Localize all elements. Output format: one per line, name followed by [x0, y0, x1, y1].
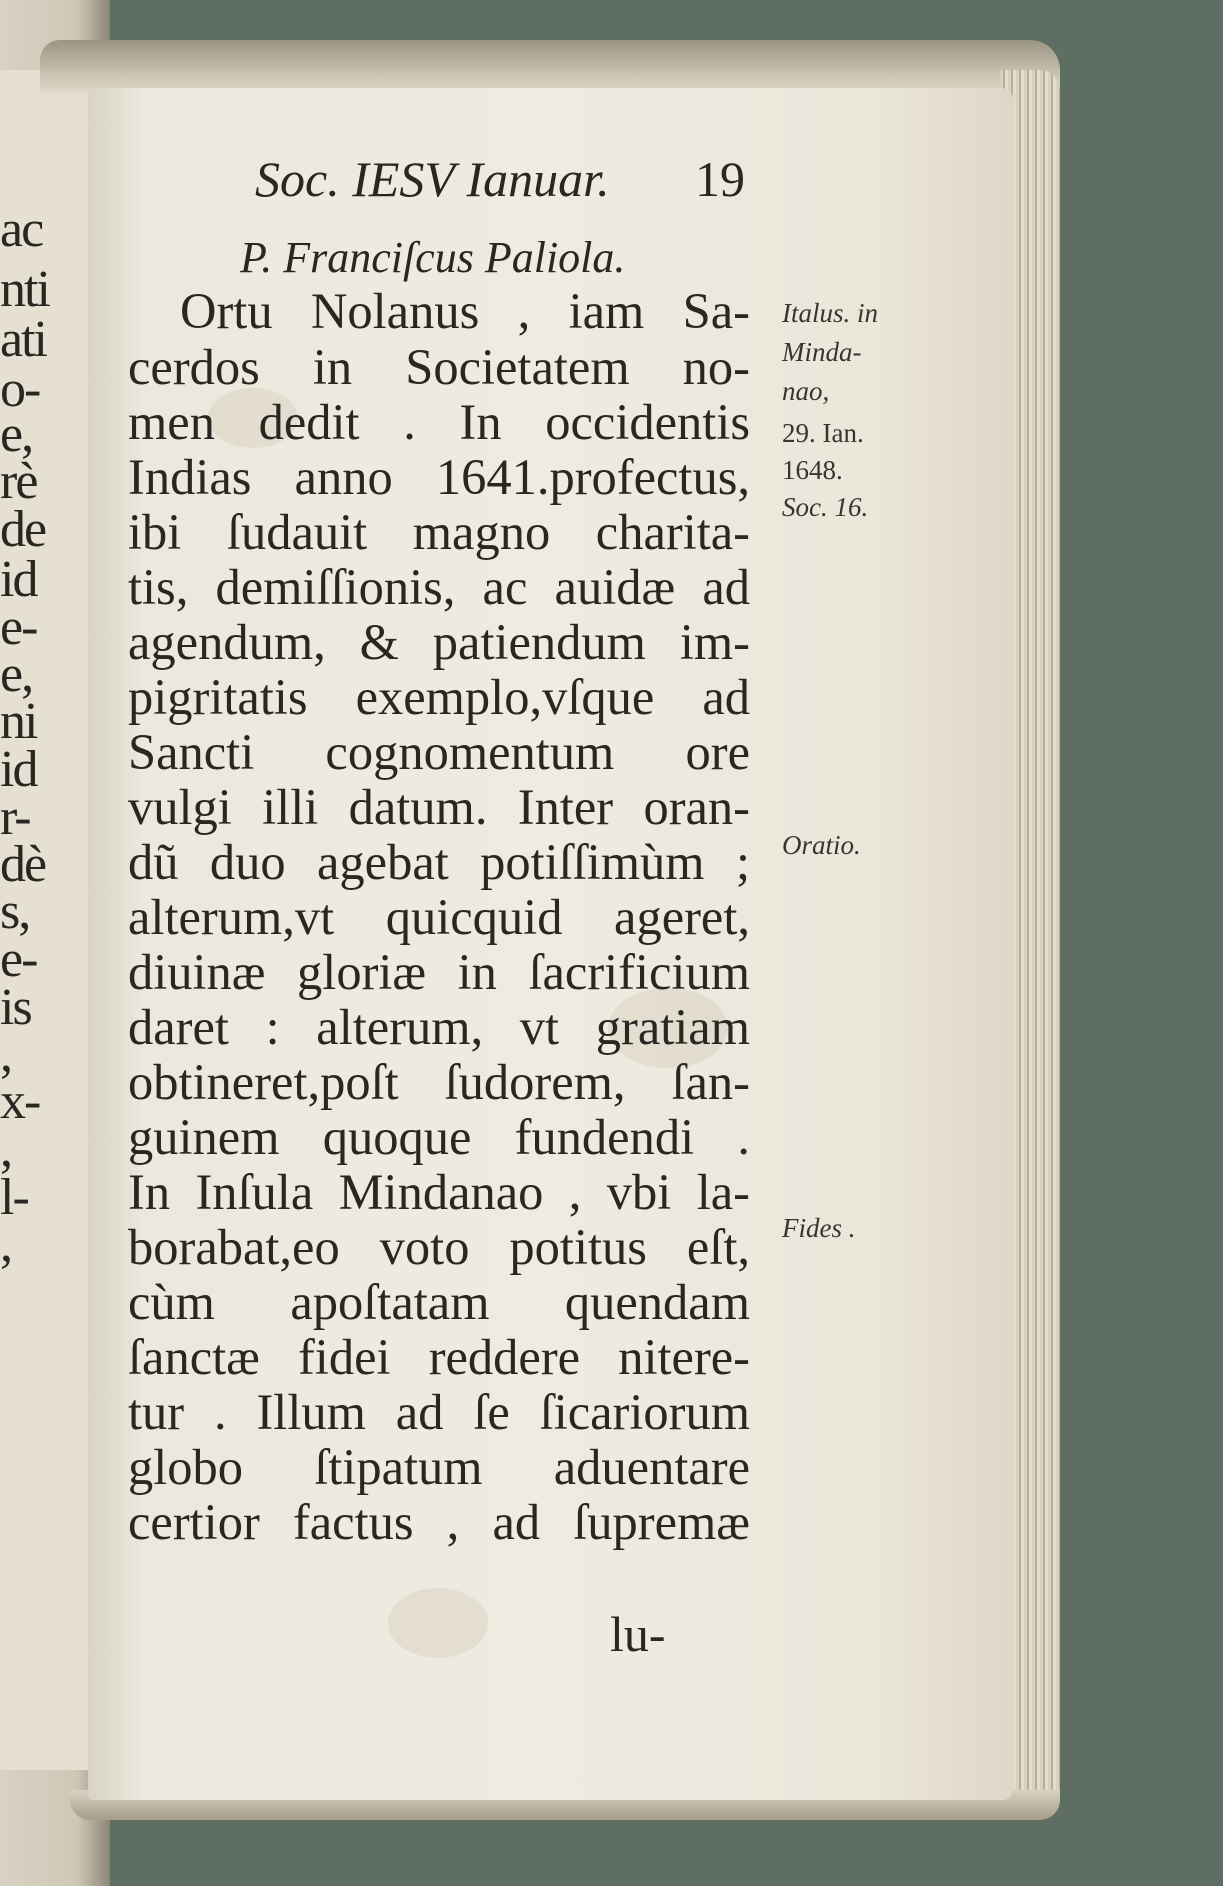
margin-note-line: 29. Ian.	[782, 418, 864, 448]
text-line: obtineret,poſt ſudorem, ſan-	[128, 1054, 750, 1110]
page-number: 19	[695, 151, 745, 207]
book-top-edge	[40, 40, 1060, 95]
margin-note-line: nao,	[782, 376, 830, 406]
left-fragment: rè	[0, 453, 37, 510]
text-line: Indias anno 1641.profectus,	[128, 449, 750, 505]
catchword: lu-	[610, 1606, 666, 1662]
left-fragment: id	[0, 741, 37, 798]
foxing-spot	[388, 1588, 488, 1658]
left-fragment: dè	[0, 836, 46, 893]
text-line: guinem quoque fundendi .	[128, 1109, 750, 1165]
entry-title: P. Franciſcus Paliola.	[240, 233, 626, 282]
running-header	[255, 150, 745, 208]
text-line: In Inſula Mindanao , vbi la-	[128, 1164, 750, 1220]
left-fragment: ac	[0, 201, 43, 258]
left-fragment: nti	[0, 261, 49, 318]
margin-note-line: Italus. in	[782, 298, 879, 328]
left-page-edge	[0, 70, 95, 1770]
text-line: Ortu Nolanus , iam Sa-	[180, 283, 750, 339]
left-fragment: e,	[0, 406, 33, 463]
left-fragment: ,	[0, 1026, 11, 1083]
left-fragment: ati	[0, 311, 46, 368]
left-fragment: de	[0, 501, 46, 558]
text-line: daret : alterum, vt gratiam	[128, 999, 750, 1055]
margin-note-2: Oratio.	[782, 830, 861, 860]
margin-note-line: Soc. 16.	[782, 492, 869, 522]
left-fragment: x-	[0, 1073, 40, 1130]
text-line: tis, demiſſionis, ac auidæ ad	[128, 559, 750, 615]
text-line: diuinæ gloriæ in ſacrificium	[128, 944, 750, 1000]
text-line: alterum,vt quicquid ageret,	[128, 889, 750, 945]
margin-note-line: Minda-	[782, 337, 862, 367]
left-fragment: l-	[0, 1169, 28, 1226]
margin-note-line: 1648.	[782, 455, 843, 485]
text-line: men dedit . In occidentis	[128, 394, 750, 450]
text-line: ſanctæ fidei reddere nitere-	[128, 1329, 750, 1385]
text-line: cùm apoſtatam quendam	[128, 1274, 750, 1330]
left-fragment: r-	[0, 789, 30, 846]
left-fragment: e-	[0, 931, 37, 988]
text-line: tur . Illum ad ſe ſicariorum	[128, 1384, 750, 1440]
left-fragment: o-	[0, 361, 40, 418]
text-line: Sancti cognomentum ore	[128, 724, 750, 780]
text-line: ibi ſudauit magno charita-	[128, 504, 750, 560]
text-line: dũ duo agebat potiſſimùm ;	[128, 834, 750, 890]
text-line: vulgi illi datum. Inter oran-	[128, 779, 750, 835]
header-title: Soc. IESV Ianuar.	[255, 151, 610, 207]
left-fragment: e-	[0, 599, 37, 656]
text-line: cerdos in Societatem no-	[128, 339, 750, 395]
text-line: certior factus , ad ſupremæ	[128, 1494, 750, 1550]
text-line: pigritatis exemplo,vſque ad	[128, 669, 750, 725]
left-fragment: ,	[0, 1216, 11, 1273]
text-line: borabat,eo voto potitus eſt,	[128, 1219, 750, 1275]
left-fragment: e,	[0, 646, 33, 703]
margin-note-3: Fides .	[782, 1213, 856, 1243]
left-fragment: ni	[0, 693, 37, 750]
left-fragment: ,	[0, 1121, 11, 1178]
text-line: agendum, & patiendum im-	[128, 614, 750, 670]
left-fragment: is	[0, 979, 31, 1036]
left-fragment: id	[0, 551, 37, 608]
text-line: globo ſtipatum aduentare	[128, 1439, 750, 1495]
left-fragment: s,	[0, 883, 30, 940]
